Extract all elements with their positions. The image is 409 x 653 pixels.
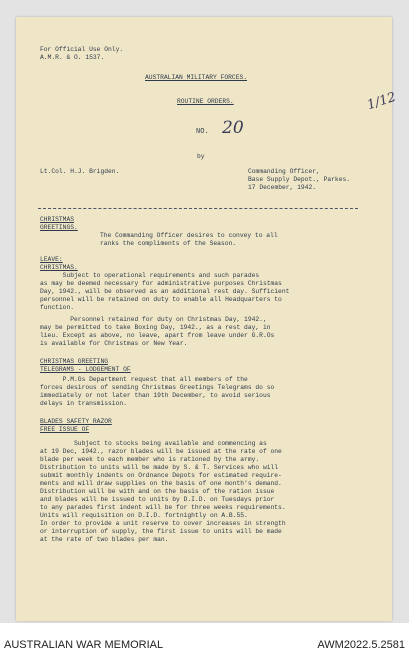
- section-text: to any parades first indent will be for three weeks requirements.: [40, 504, 286, 511]
- section-text: Day, 1942., will be observed as an additional rest day. Sufficient: [40, 288, 290, 295]
- section-heading: LEAVE:: [40, 256, 63, 263]
- section-text: delays in transmission.: [40, 400, 127, 407]
- section-text: and blades will be issued to units by D.I.D. on Tuesdays prior: [40, 496, 275, 503]
- order-number: 20: [222, 118, 244, 138]
- section-text: Subject to stocks being available and commencing as: [40, 440, 267, 447]
- section-text: blade per week to each member who is rationed by the army.: [40, 456, 260, 463]
- section-text: or interruption of supply, the first issue to units will be made: [40, 528, 282, 535]
- archive-credit: AUSTRALIAN WAR MEMORIAL: [4, 639, 164, 651]
- section-heading: GREETINGS.: [40, 224, 78, 231]
- section-text: ranks the compliments of the Season.: [100, 240, 237, 247]
- section-text: Distribution will be with and on the basis of the ration issue: [40, 488, 275, 495]
- section-text: is available for Christmas or New Year.: [40, 340, 188, 347]
- author-name: Lt.Col. H.J. Brigden.: [40, 168, 120, 175]
- section-text: personnel will be retained on duty to enable all Headquarters to: [40, 296, 282, 303]
- section-text: P.M.Gs Department request that all members of the: [40, 376, 248, 383]
- section-text: as may be deemed necessary for administrative purposes Christmas: [40, 280, 282, 287]
- order-reference: A.M.R. & O. 1537.: [40, 54, 105, 61]
- page-annotation: 1/12: [365, 89, 398, 114]
- author-office: Commanding Officer,: [248, 168, 320, 175]
- section-text: forces desirous of sending Christmas Greetings Telegrams do so: [40, 384, 275, 391]
- section-heading: FREE ISSUE OF: [40, 426, 90, 433]
- section-text: immediately or not later than 19th December, to avoid serious: [40, 392, 271, 399]
- section-text: In order to provide a unit reserve to cover increases in strength: [40, 520, 286, 527]
- section-text: at 19 Dec, 1942., razor blades will be issued at the rate of one: [40, 448, 282, 455]
- section-heading: CHRISTMAS GREETING: [40, 358, 109, 365]
- document-subtitle: ROUTINE ORDERS.: [177, 98, 234, 105]
- archive-accession: AWM2022.5.2581: [317, 639, 405, 651]
- section-heading: TELEGRAMS - LODGEMENT OF: [40, 366, 131, 373]
- section-text: Personnel retained for duty on Christmas Day, 1942.,: [40, 316, 267, 323]
- author-unit: Base Supply Depot., Parkes.: [248, 176, 351, 183]
- order-date: 17 December, 1942.: [248, 184, 317, 191]
- section-text: Subject to operational requirements and such parades: [40, 272, 260, 279]
- section-heading: BLADES SAFETY RAZOR: [40, 418, 112, 425]
- section-text: lieu. Except as above, no leave, apart from leave under G.R.Os: [40, 332, 275, 339]
- by-label: by: [197, 153, 205, 160]
- document-title: AUSTRALIAN MILITARY FORCES.: [145, 74, 248, 81]
- section-text: Units will requisition on D.I.D. fortnightly on A.B.55.: [40, 512, 248, 519]
- official-use-line: For Official Use Only.: [40, 46, 124, 53]
- section-text: function.: [40, 304, 75, 311]
- section-heading: CHRISTMAS: [40, 216, 75, 223]
- section-text: may be permitted to take Boxing Day, 1942., as a rest day, in: [40, 324, 271, 331]
- section-text: Distribution to units will be made by S. & T. Services who will: [40, 464, 279, 471]
- section-heading: CHRISTMAS.: [40, 264, 78, 271]
- header-divider: [38, 208, 358, 209]
- section-text: at the rate of two blades per man.: [40, 536, 169, 543]
- order-number-label: NO.: [196, 128, 209, 136]
- section-text: ments and will draw supplies on the basis of one month's demand.: [40, 480, 282, 487]
- section-text: submit monthly indents on Ordnance Depots for estimated require-: [40, 472, 282, 479]
- section-text: The Commanding Officer desires to convey to all: [100, 232, 278, 239]
